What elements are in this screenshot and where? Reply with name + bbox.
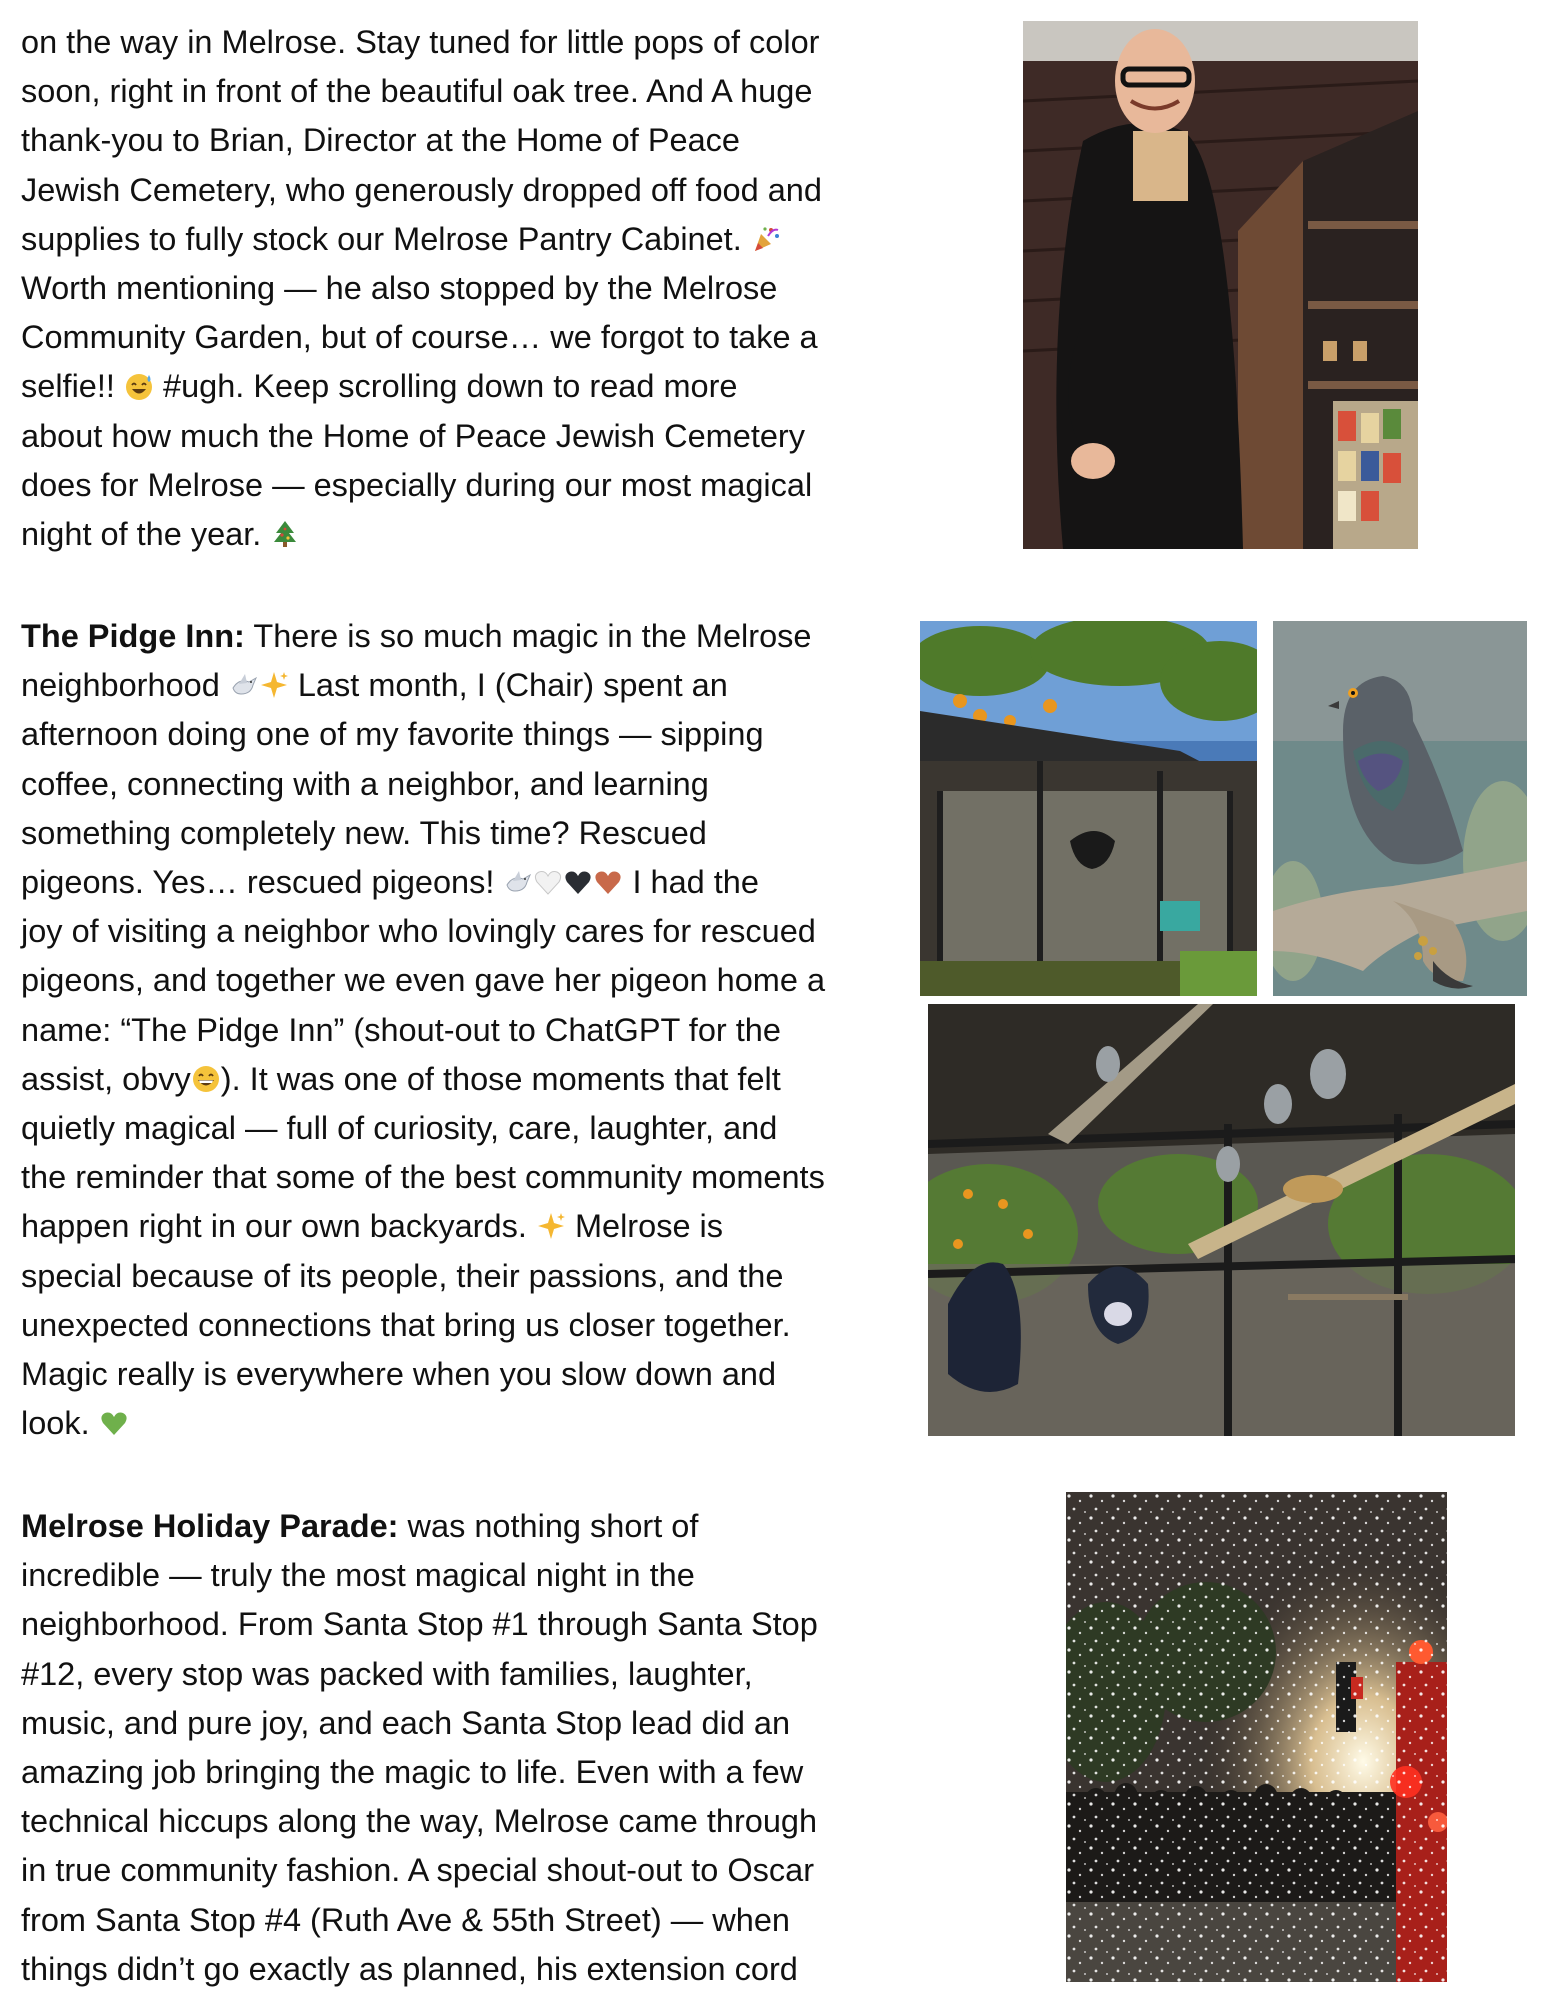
text-line: pigeons. Yes… rescued pigeons! [21, 864, 495, 901]
text-line: music, and pure joy, and each Santa Stop lead did an [21, 1704, 791, 1741]
photo-pigeons-in-aviary [928, 1004, 1515, 1436]
text-line: afternoon doing one of my favorite things — sipping [21, 716, 764, 753]
paragraph-pidge-inn [21, 612, 901, 1448]
text-line: look. [21, 1405, 90, 1442]
text-line: technical hiccups along the way, Melrose came through [21, 1803, 818, 1840]
text-line: Melrose is [574, 1208, 724, 1245]
text-line: something completely new. This time? Rescued [21, 814, 707, 851]
text-line: on the way in Melrose. Stay tuned for little pops of color [21, 24, 820, 60]
photo-pigeon-on-branch [1273, 621, 1527, 996]
green-heart-icon [99, 1403, 129, 1433]
paragraph-brian-pantry [21, 18, 901, 559]
brown-heart-icon [593, 862, 623, 892]
sweat-smile-icon [124, 366, 154, 396]
text-line: was nothing short of [407, 1508, 699, 1544]
text-line: night of the year. [21, 516, 262, 553]
text-line: from Santa Stop #4 (Ruth Ave & 55th Street) — when [21, 1901, 790, 1938]
text-line: in true community fashion. A special shout-out to Oscar [21, 1852, 815, 1889]
paragraph-holiday-parade [21, 1502, 901, 1994]
text-line: ). It was one of those moments that felt [220, 1060, 781, 1097]
text-line: Last month, I (Chair) spent an [297, 667, 728, 704]
text-line: There is so much magic in the Melrose [253, 618, 812, 654]
text-line: unexpected connections that bring us closer together. [21, 1306, 791, 1343]
text-line: selfie!! [21, 368, 115, 405]
party-popper-icon [751, 219, 781, 249]
text-line: incredible — truly the most magical night in the [21, 1557, 695, 1594]
text-line: coffee, connecting with a neighbor, and learning [21, 765, 709, 802]
text-line: #12, every stop was packed with families, laughter, [21, 1655, 753, 1692]
sparkles-icon [536, 1206, 566, 1236]
text-line: neighborhood. From Santa Stop #1 through Santa Stop [21, 1606, 818, 1643]
text-line: Community Garden, but of course… we forgot to take a [21, 319, 818, 356]
dove-icon [229, 665, 259, 695]
text-line: happen right in our own backyards. [21, 1208, 527, 1245]
black-heart-icon [563, 862, 593, 892]
text-line: about how much the Home of Peace Jewish Cemetery [21, 417, 805, 454]
text-line: soon, right in front of the beautiful oak tree. And A huge [21, 73, 813, 110]
text-line: Magic really is everywhere when you slow down and [21, 1356, 777, 1393]
text-line: joy of visiting a neighbor who lovingly cares for rescued [21, 913, 816, 950]
white-heart-icon [533, 862, 563, 892]
text-line: special because of its people, their passions, and the [21, 1257, 784, 1294]
text-line: #ugh. Keep scrolling down to read more [163, 368, 738, 405]
text-line: quietly magical — full of curiosity, care, laughter, and [21, 1110, 778, 1147]
photo-pigeon-aviary [920, 621, 1257, 996]
text-line: pigeons, and together we even gave her pigeon home a [21, 962, 826, 999]
text-line: I had the [632, 864, 759, 901]
text-line: Jewish Cemetery, who generously dropped off food and [21, 171, 822, 208]
text-line: assist, obvy [21, 1060, 191, 1097]
text-line: the reminder that some of the best community moments [21, 1159, 825, 1196]
text-line: amazing job bringing the magic to life. Even with a few [21, 1754, 804, 1791]
section-heading: Melrose Holiday Parade: [21, 1508, 399, 1544]
text-line: does for Melrose — especially during our most magical [21, 466, 813, 503]
text-line: things didn’t go exactly as planned, his extension cord [21, 1950, 798, 1987]
sparkles-icon [259, 665, 289, 695]
section-heading: The Pidge Inn: [21, 618, 245, 654]
dove-icon [503, 862, 533, 892]
text-line: Worth mentioning — he also stopped by the Melrose [21, 270, 778, 307]
text-line: neighborhood [21, 667, 220, 704]
photo-brian-pantry-cabinet [1023, 21, 1418, 549]
text-line: supplies to fully stock our Melrose Pantry Cabinet. [21, 220, 742, 257]
text-line: name: “The Pidge Inn” (shout-out to ChatGPT for the [21, 1011, 781, 1048]
text-line: thank-you to Brian, Director at the Home of Peace [21, 122, 740, 159]
christmas-tree-icon [270, 514, 300, 544]
photo-holiday-parade-snow [1066, 1492, 1447, 1982]
grinning-face-icon [191, 1059, 221, 1089]
